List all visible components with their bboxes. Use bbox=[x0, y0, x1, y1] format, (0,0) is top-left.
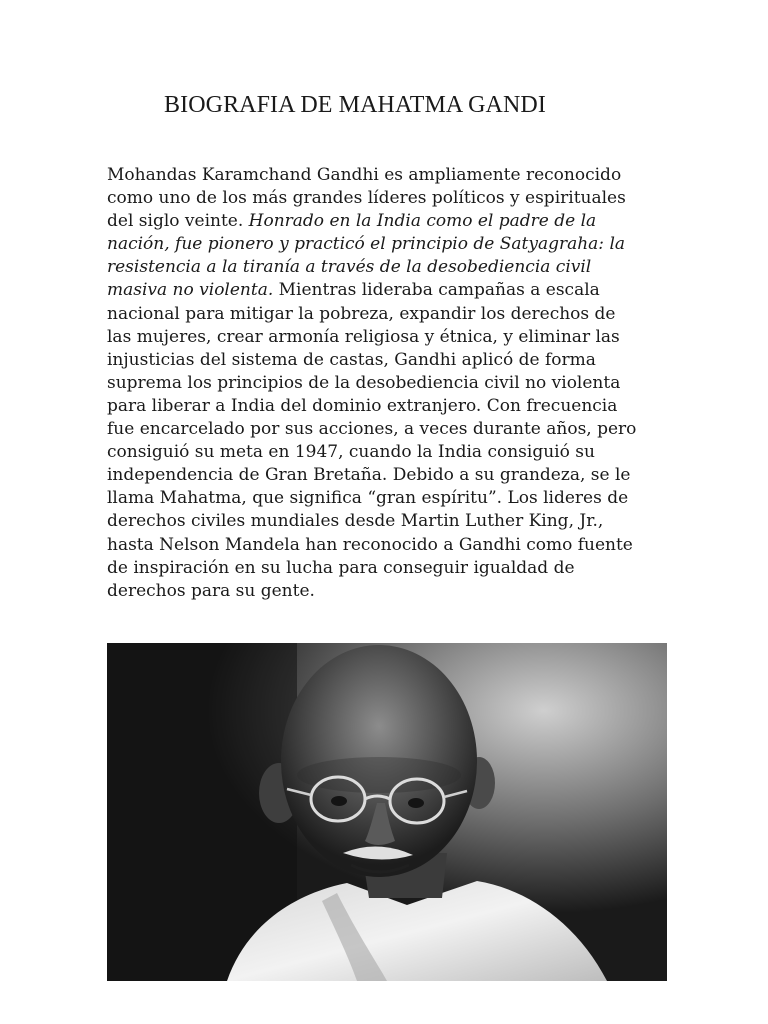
paragraph-line bbox=[107, 487, 663, 510]
italic-text-segment: Honrado en la India como el padre de la bbox=[248, 211, 597, 232]
text-segment: las mujeres, crear armonía religiosa y étnica, y eliminar las bbox=[107, 326, 620, 347]
text-segment: consiguió su meta en 1947, cuando la India consiguió su bbox=[107, 442, 595, 463]
text-segment: derechos para su gente. bbox=[107, 580, 315, 601]
paragraph-line bbox=[107, 187, 663, 210]
paragraph-line bbox=[107, 510, 663, 533]
biography-paragraph bbox=[107, 164, 663, 603]
paragraph-line bbox=[107, 464, 663, 487]
text-segment: llama Mahatma, que significa “gran espíritu”. Los lideres de bbox=[107, 488, 629, 509]
portrait-illustration bbox=[107, 643, 667, 981]
document-title: BIOGRAFIA DE MAHATMA GANDI bbox=[164, 92, 546, 118]
paragraph-line bbox=[107, 210, 663, 233]
italic-text-segment: masiva no violenta. bbox=[107, 280, 274, 301]
paragraph-line bbox=[107, 279, 663, 302]
text-segment: Mientras lideraba campañas a escala bbox=[273, 280, 600, 301]
paragraph-line bbox=[107, 303, 663, 326]
text-segment: injusticias del sistema de castas, Gandhi aplicó de forma bbox=[107, 349, 596, 370]
text-segment: nacional para mitigar la pobreza, expandir los derechos de bbox=[107, 303, 616, 324]
portrait-photo bbox=[107, 643, 667, 981]
italic-text-segment: nación, fue pionero y practicó el principio de Satyagraha: la bbox=[107, 234, 626, 255]
text-segment: Mohandas Karamchand Gandhi es ampliamente reconocido bbox=[107, 165, 622, 185]
text-segment: derechos civiles mundiales desde Martin Luther King, Jr., bbox=[107, 511, 604, 532]
paragraph-line bbox=[107, 418, 663, 441]
text-segment: de inspiración en su lucha para conseguir igualdad de bbox=[107, 557, 575, 578]
text-segment: fue encarcelado por sus acciones, a veces durante años, pero bbox=[107, 419, 637, 440]
paragraph-line bbox=[107, 395, 663, 418]
paragraph-line bbox=[107, 441, 663, 464]
text-segment: hasta Nelson Mandela han reconocido a Gandhi como fuente bbox=[107, 534, 633, 555]
paragraph-line bbox=[107, 164, 663, 187]
paragraph-line bbox=[107, 372, 663, 395]
text-segment: como uno de los más grandes líderes políticos y espirituales bbox=[107, 188, 626, 209]
paragraph-line bbox=[107, 233, 663, 256]
italic-text-segment: resistencia a la tiranía a través de la desobediencia civil bbox=[107, 257, 592, 278]
text-segment: suprema los principios de la desobediencia civil no violenta bbox=[107, 372, 621, 393]
paragraph-line bbox=[107, 534, 663, 557]
paragraph-line bbox=[107, 349, 663, 372]
paragraph-line bbox=[107, 326, 663, 349]
text-segment: para liberar a India del dominio extranjero. Con frecuencia bbox=[107, 395, 618, 416]
paragraph-line bbox=[107, 580, 663, 603]
text-segment: del siglo veinte. bbox=[107, 211, 249, 232]
text-segment: independencia de Gran Bretaña. Debido a su grandeza, se le bbox=[107, 465, 631, 486]
paragraph-line bbox=[107, 557, 663, 580]
paragraph-line bbox=[107, 256, 663, 279]
